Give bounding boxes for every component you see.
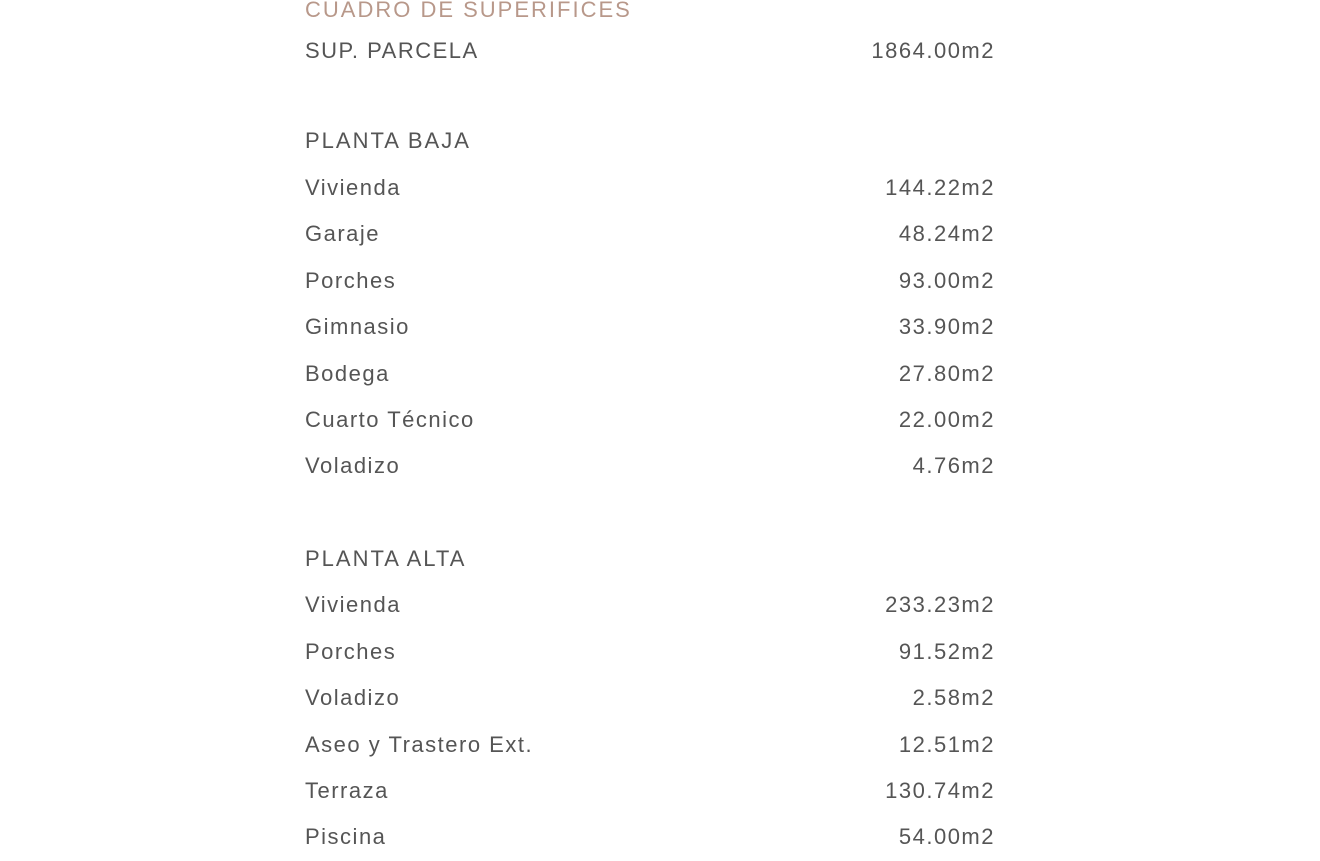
list-item <box>305 814 995 860</box>
item-label: Aseo y Trastero Ext. <box>305 731 534 757</box>
item-label: Piscina <box>305 824 387 850</box>
list-item <box>305 629 995 675</box>
item-value: 130.74m2 <box>885 778 995 804</box>
item-label: Vivienda <box>305 174 401 200</box>
parcel-value: 1864.00m2 <box>871 38 995 63</box>
item-label: Cuarto Técnico <box>305 406 475 432</box>
list-item <box>305 211 995 257</box>
spacer <box>305 72 995 118</box>
section-title-planta-alta: PLANTA ALTA <box>305 545 467 571</box>
item-value: 233.23m2 <box>885 592 995 618</box>
item-value: 27.80m2 <box>898 360 995 386</box>
list-item <box>305 443 995 489</box>
item-label: Gimnasio <box>305 314 410 340</box>
item-value: 22.00m2 <box>898 406 995 432</box>
section-title-planta-baja: PLANTA BAJA <box>305 128 471 154</box>
planta-alta-list <box>305 582 995 860</box>
item-label: Garaje <box>305 221 381 247</box>
spacer <box>305 490 995 536</box>
item-value: 48.24m2 <box>898 221 995 247</box>
item-value: 91.52m2 <box>898 638 995 664</box>
item-value: 144.22m2 <box>885 174 995 200</box>
item-label: Porches <box>305 638 397 664</box>
surface-table <box>305 0 995 861</box>
item-value: 33.90m2 <box>898 314 995 340</box>
list-item <box>305 397 995 443</box>
list-item <box>305 258 995 304</box>
list-item <box>305 721 995 767</box>
item-label: Voladizo <box>305 685 401 711</box>
list-item <box>305 768 995 814</box>
list-item <box>305 350 995 396</box>
list-item <box>305 165 995 211</box>
item-value: 12.51m2 <box>898 731 995 757</box>
list-item <box>305 675 995 721</box>
item-value: 2.58m2 <box>912 685 995 711</box>
list-item <box>305 304 995 350</box>
item-label: Bodega <box>305 360 390 386</box>
item-label: Terraza <box>305 778 389 804</box>
item-value: 93.00m2 <box>898 267 995 293</box>
item-value: 4.76m2 <box>912 453 995 479</box>
item-value: 54.00m2 <box>898 824 995 850</box>
item-label: Voladizo <box>305 453 401 479</box>
parcel-label: SUP. PARCELA <box>305 38 479 63</box>
planta-baja-list <box>305 165 995 490</box>
table-title: CUADRO DE SUPERIFICES <box>305 0 632 22</box>
list-item <box>305 582 995 628</box>
item-label: Porches <box>305 267 397 293</box>
item-label: Vivienda <box>305 592 401 618</box>
parcel-row <box>305 30 995 72</box>
